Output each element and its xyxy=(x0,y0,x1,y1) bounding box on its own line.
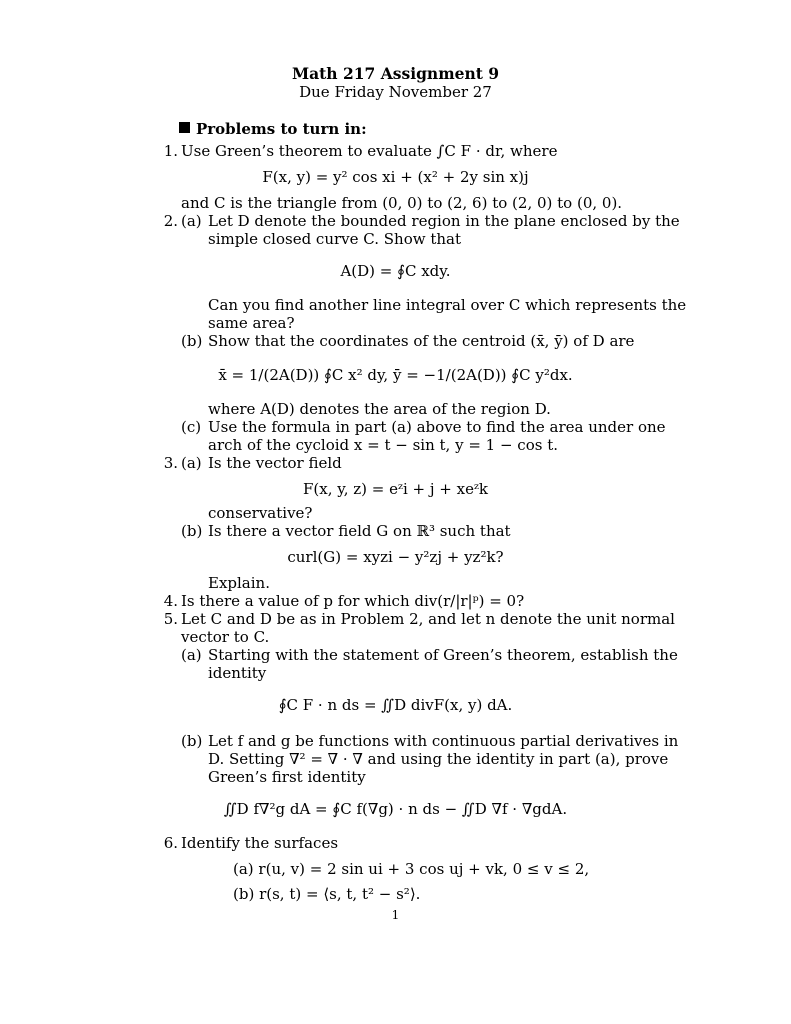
problem-text: Is the vector field xyxy=(208,454,342,472)
problem-text: and C is the triangle from (0, 0) to (2, 6) to (2, 0) to (0, 0). xyxy=(181,194,623,212)
problem-text: Identify the surfaces xyxy=(181,834,339,852)
display-equation: F(x, y) = y² cos xi + (x² + 2y sin x)j xyxy=(262,168,529,186)
display-equation: ∬D f∇²g dA = ∮C f(∇g) · n ds − ∬D ∇f · ∇gdA. xyxy=(223,800,568,818)
section-heading: Problems to turn in: xyxy=(179,120,367,138)
problem-text: Explain. xyxy=(208,574,270,592)
problem-text: Use the formula in part (a) above to find the area under one xyxy=(208,418,666,436)
part-label: (a) xyxy=(181,454,202,472)
problem-text: Use Green’s theorem to evaluate ∫C F · dr, where xyxy=(181,142,558,160)
problem-text: vector to C. xyxy=(181,628,270,646)
page-number: 1 xyxy=(391,908,400,922)
problem-text: Show that the coordinates of the centroid (x̄, ȳ) of D are xyxy=(208,332,635,350)
problem-text: same area? xyxy=(208,314,295,332)
problem-number: 5. xyxy=(163,610,178,628)
display-equation: (b) r(s, t) = ⟨s, t, t² − s²⟩. xyxy=(233,885,421,903)
problem-text: Is there a value of p for which div(r/|r|ᵖ) = 0? xyxy=(181,592,525,610)
page-subtitle: Due Friday November 27 xyxy=(299,83,492,101)
problem-text: D. Setting ∇² = ∇ · ∇ and using the identity in part (a), prove xyxy=(208,750,669,768)
problem-number: 6. xyxy=(163,834,178,852)
problem-number: 1. xyxy=(163,142,178,160)
problem-number: 3. xyxy=(163,454,178,472)
problem-text: identity xyxy=(208,664,267,682)
problem-text: Green’s first identity xyxy=(208,768,366,786)
display-equation: A(D) = ∮C xdy. xyxy=(340,262,451,280)
part-label: (c) xyxy=(181,418,202,436)
square-bullet-icon xyxy=(179,122,190,133)
display-equation: (a) r(u, v) = 2 sin ui + 3 cos uj + vk, 0 ≤ v ≤ 2, xyxy=(233,860,590,878)
part-label: (b) xyxy=(181,732,203,750)
problem-text: Let D denote the bounded region in the plane enclosed by the xyxy=(208,212,680,230)
display-equation: F(x, y, z) = eᶻi + j + xeᶻk xyxy=(302,480,488,498)
problem-text: where A(D) denotes the area of the region D. xyxy=(208,400,551,418)
problem-text: Let f and g be functions with continuous partial derivatives in xyxy=(208,732,679,750)
part-label: (b) xyxy=(181,522,203,540)
problem-text: Starting with the statement of Green’s theorem, establish the xyxy=(208,646,678,664)
display-equation: ∮C F · n ds = ∬D divF(x, y) dA. xyxy=(278,696,513,714)
problem-text: Is there a vector field G on ℝ³ such that xyxy=(208,522,511,540)
display-equation: x̄ = 1/(2A(D)) ∮C x² dy, ȳ = −1/(2A(D)) ∮C y²dx. xyxy=(218,366,573,384)
problem-text: Can you find another line integral over C which represents the xyxy=(208,296,687,314)
problem-text: conservative? xyxy=(208,504,313,522)
page-title: Math 217 Assignment 9 xyxy=(291,64,500,83)
part-label: (a) xyxy=(181,646,202,664)
part-label: (a) xyxy=(181,212,202,230)
display-equation: curl(G) = xyzi − y²zj + yz²k? xyxy=(287,548,504,566)
problem-text: Let C and D be as in Problem 2, and let n denote the unit normal xyxy=(181,610,675,628)
problem-number: 2. xyxy=(163,212,178,230)
problem-text: simple closed curve C. Show that xyxy=(208,230,462,248)
part-label: (b) xyxy=(181,332,203,350)
problem-text: arch of the cycloid x = t − sin t, y = 1 − cos t. xyxy=(208,436,559,454)
problem-number: 4. xyxy=(163,592,178,610)
